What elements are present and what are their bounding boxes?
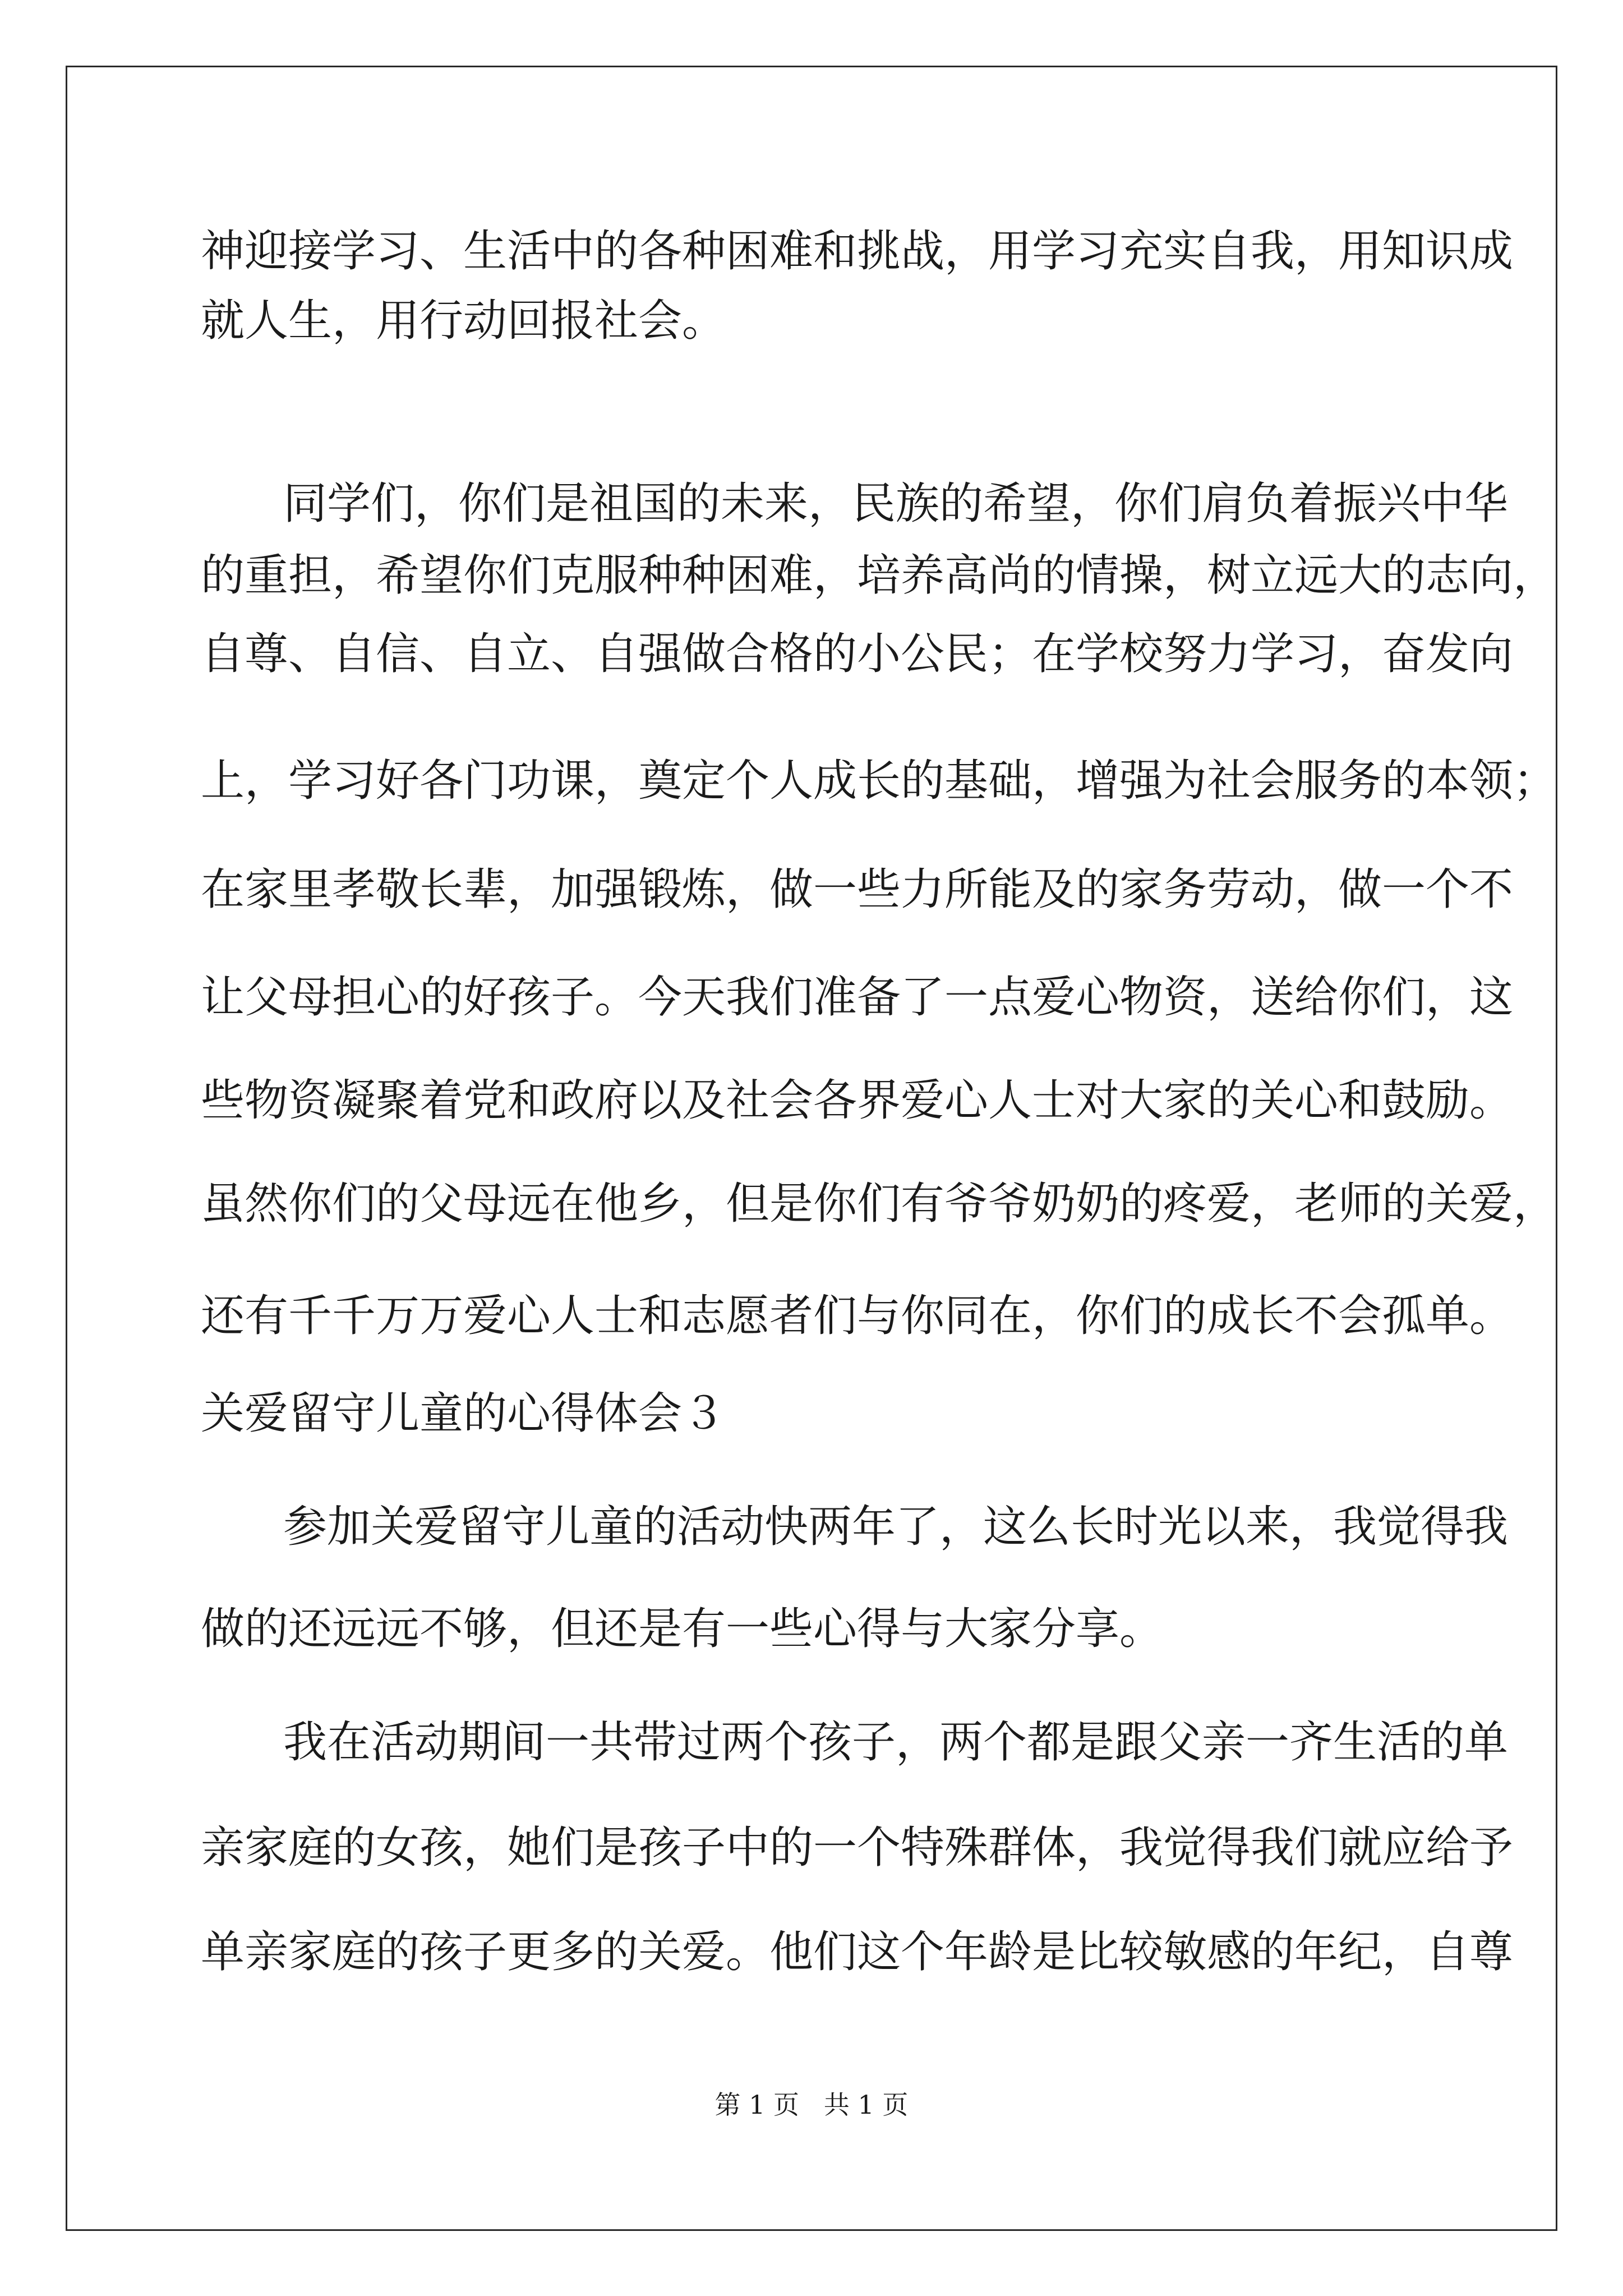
body-line: 些物资凝聚着党和政府以及社会各界爱心人士对大家的关心和鼓励。	[201, 1075, 1514, 1126]
body-line: 自尊、自信、自立、自强做合格的小公民；在学校努力学习，奋发向	[201, 629, 1514, 679]
page-number-footer: 第 1 页 共 1 页	[714, 2090, 909, 2120]
page-border	[66, 66, 1557, 2231]
section-heading: 关爱留守儿童的心得体会３	[201, 1388, 726, 1439]
paragraph-start-line: 我在活动期间一共带过两个孩子，两个都是跟父亲一齐生活的单	[283, 1717, 1509, 1768]
paragraph-start-line: 参加关爱留守儿童的活动快两年了，这么长时光以来，我觉得我	[283, 1502, 1509, 1552]
body-line: 上，学习好各门功课，奠定个人成长的基础，增强为社会服务的本领；	[201, 756, 1557, 806]
body-line: 神迎接学习、生活中的各种困难和挑战，用学习充实自我，用知识成	[201, 226, 1514, 277]
body-line: 在家里孝敬长辈，加强锻炼，做一些力所能及的家务劳动，做一个不	[201, 864, 1514, 915]
body-line: 的重担，希望你们克服种种困难，培养高尚的情操，树立远大的志向，	[201, 550, 1557, 601]
paragraph-start-line: 同学们，你们是祖国的未来，民族的希望，你们肩负着振兴中华	[283, 478, 1509, 529]
body-line: 单亲家庭的孩子更多的关爱。他们这个年龄是比较敏感的年纪，自尊	[201, 1927, 1514, 1977]
body-line: 还有千千万万爱心人士和志愿者们与你同在，你们的成长不会孤单。	[201, 1291, 1514, 1341]
body-line: 亲家庭的女孩，她们是孩子中的一个特殊群体，我觉得我们就应给予	[201, 1823, 1514, 1873]
body-line: 虽然你们的父母远在他乡，但是你们有爷爷奶奶的疼爱，老师的关爱，	[201, 1179, 1557, 1229]
body-line: 做的还远远不够，但还是有一些心得与大家分享。	[201, 1604, 1164, 1654]
body-line: 让父母担心的好孩子。今天我们准备了一点爱心物资，送给你们，这	[201, 972, 1514, 1023]
body-line: 就人生，用行动回报社会。	[201, 296, 726, 346]
